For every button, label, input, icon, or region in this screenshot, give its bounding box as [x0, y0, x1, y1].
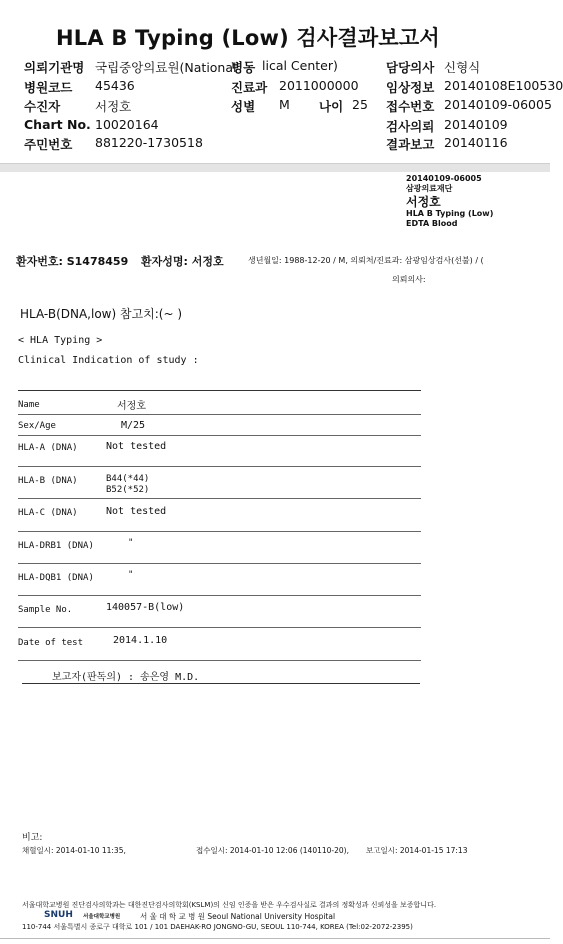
label-test: HLA B Typing (Low) [406, 209, 494, 218]
rrn-value: 881220-1730518 [95, 135, 203, 150]
hospital-code-value: 45436 [95, 78, 135, 93]
hla-dqb1-label: HLA-DQB1 (DNA) [18, 573, 94, 583]
referring-doctor: 의뢰의사: [392, 275, 426, 284]
hla-b-value-2: B52(*52) [106, 485, 150, 495]
patient-details: 생년월일: 1988-12-20 / M, 의뢰처/진료과: 삼광임상검사(선불) / ( [248, 256, 484, 265]
label-specimen: EDTA Blood [406, 219, 458, 228]
hospital-name: 서 울 대 학 교 병 원 Seoul National University Hospital [140, 912, 336, 921]
hla-c-value: Not tested [106, 506, 167, 517]
section-divider [0, 163, 550, 172]
dept-label: 진료과 [231, 80, 268, 95]
rule [18, 531, 421, 532]
chart-no-value: 10020164 [95, 117, 159, 132]
collection-time: 채혈일시: 2014-01-10 11:35, [22, 846, 126, 855]
sex-age-label: Sex/Age [18, 421, 56, 431]
sex-age-value: M/25 [121, 420, 146, 431]
rule [22, 683, 420, 684]
report-title: HLA B Typing (Low) 검사결과보고서 [56, 26, 440, 50]
report-date-label: 결과보고 [386, 137, 435, 152]
age-value: 25 [352, 97, 368, 112]
org-label: 의뢰기관명 [24, 60, 85, 75]
rule [18, 390, 421, 391]
label-receipt-no: 20140109-06005 [406, 174, 482, 183]
hla-b-label: HLA-B (DNA) [18, 476, 78, 486]
reporter: 보고자(판독의) : 송은영 M.D. [52, 672, 200, 683]
sex-label: 성별 [231, 99, 256, 114]
hla-a-value: Not tested [106, 441, 167, 452]
report-date-value: 20140116 [444, 135, 508, 150]
doctor-label: 담당의사 [386, 60, 435, 75]
test-date-label: Date of test [18, 638, 84, 648]
name-label: Name [18, 400, 40, 410]
hospital-code-label: 병원코드 [24, 80, 73, 95]
remarks-label: 비고: [22, 833, 43, 843]
sample-no-value: 140057-B(low) [106, 602, 185, 613]
rule [18, 627, 421, 628]
sample-no-label: Sample No. [18, 605, 73, 615]
ward-label: 병동 [231, 60, 256, 75]
doctor-value: 신형식 [444, 60, 481, 75]
section-title: < HLA Typing > [18, 335, 103, 346]
clinical-info-value: 20140108E100530 [444, 78, 563, 93]
snuh-logo-small: 서울대학교병원 [83, 914, 121, 920]
receipt-time: 접수일시: 2014-01-10 12:06 (140110-20), [196, 846, 349, 855]
patient-label: 수진자 [24, 99, 61, 114]
request-date-label: 검사의뢰 [386, 119, 435, 134]
patient-name: 환자성명: 서정호 [141, 255, 224, 268]
hla-drb1-value: " [128, 538, 134, 548]
rule [18, 595, 421, 596]
label-name: 서정호 [406, 195, 441, 209]
patient-value: 서정호 [95, 99, 132, 114]
hla-a-label: HLA-A (DNA) [18, 443, 78, 453]
receipt-no-label: 접수번호 [386, 99, 435, 114]
hla-dqb1-value: " [128, 570, 134, 580]
rule [18, 466, 421, 467]
hla-drb1-label: HLA-DRB1 (DNA) [18, 541, 94, 551]
clinical-indication: Clinical Indication of study : [18, 355, 199, 366]
request-date-value: 20140109 [444, 117, 508, 132]
org-value: 국립중앙의료원(National [95, 60, 237, 75]
report-heading: HLA-B(DNA,low) 참고치:(~ ) [20, 307, 183, 321]
accreditation-note: 서울대학교병원 진단검사의학과는 대한진단검사의학회(KSLM)의 신임 인증을 받은 우수검사실로 결과의 정확성과 신뢰성을 보증합니다. [22, 901, 437, 909]
age-label: 나이 [319, 99, 344, 114]
dept-value: 2011000000 [279, 78, 359, 93]
name-value: 서정호 [117, 401, 146, 412]
ward-value: lical Center) [262, 58, 338, 73]
label-org: 삼광의료재단 [406, 184, 453, 193]
snuh-logo: SNUH [44, 910, 73, 920]
hospital-address: 110-744 서울특별시 종로구 대학로 101 / 101 DAEHAK-RO JONGNO-GU, SEOUL 110-744, KOREA (Tel:02-2072-2395) [22, 923, 413, 931]
chart-no-label: Chart No. [24, 117, 91, 132]
receipt-no-value: 20140109-06005 [444, 97, 552, 112]
patient-number: 환자번호: S1478459 [16, 255, 129, 268]
hla-c-label: HLA-C (DNA) [18, 508, 78, 518]
rule [18, 660, 421, 661]
rule [18, 414, 421, 415]
test-date-value: 2014.1.10 [113, 635, 168, 646]
hla-b-value-1: B44(*44) [106, 474, 150, 484]
rule [18, 435, 421, 436]
rule [18, 563, 421, 564]
rule [18, 498, 421, 499]
rrn-label: 주민번호 [24, 137, 73, 152]
clinical-info-label: 임상정보 [386, 80, 435, 95]
bottom-divider [0, 938, 550, 939]
report-time: 보고일시: 2014-01-15 17:13 [366, 846, 468, 855]
sex-value: M [279, 97, 290, 112]
